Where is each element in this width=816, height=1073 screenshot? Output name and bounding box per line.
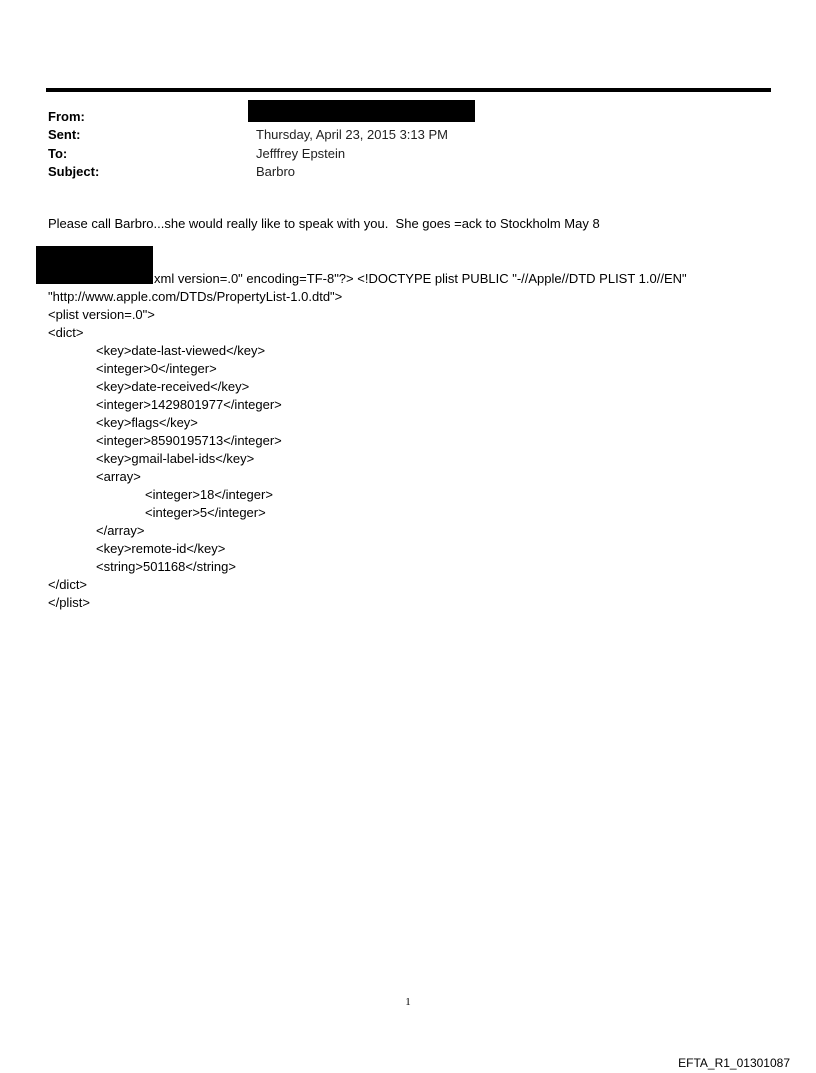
plist-line: <key>date-received</key> bbox=[96, 379, 250, 394]
page-number: 1 bbox=[405, 996, 411, 1008]
plist-line: <string>501168</string> bbox=[96, 559, 236, 574]
header-rule bbox=[46, 88, 771, 92]
to-label: To: bbox=[48, 146, 68, 161]
redaction-from bbox=[248, 100, 475, 122]
plist-line: <key>remote-id</key> bbox=[96, 541, 226, 556]
subject-label: Subject: bbox=[48, 164, 100, 179]
message-body: Please call Barbro...she would really like to speak with you. She goes =ack to Stockholm May 8 bbox=[48, 216, 600, 231]
plist-line: <integer>1429801977</integer> bbox=[96, 397, 282, 412]
subject-value: Barbro bbox=[256, 164, 296, 179]
plist-line: <integer>18</integer> bbox=[145, 487, 273, 502]
sent-label: Sent: bbox=[48, 127, 81, 142]
plist-line: <plist version=.0"> bbox=[48, 307, 155, 322]
plist-line: <dict> bbox=[48, 325, 84, 340]
redaction-body bbox=[36, 246, 153, 284]
plist-line: <integer>8590195713</integer> bbox=[96, 433, 282, 448]
from-label: From: bbox=[48, 109, 85, 124]
plist-line: <key>gmail-label-ids</key> bbox=[96, 451, 255, 466]
plist-line: <integer>5</integer> bbox=[145, 505, 266, 520]
plist-line: </dict> bbox=[48, 577, 88, 592]
plist-line: </plist> bbox=[48, 595, 90, 610]
plist-line: xml version=.0" encoding=TF-8"?> <!DOCTYPE plist PUBLIC "-//Apple//DTD PLIST 1.0//EN" bbox=[154, 271, 687, 286]
plist-line: <key>flags</key> bbox=[96, 415, 198, 430]
plist-line: <integer>0</integer> bbox=[96, 361, 217, 376]
plist-line: "http://www.apple.com/DTDs/PropertyList-1.0.dtd"> bbox=[48, 289, 343, 304]
plist-line: <key>date-last-viewed</key> bbox=[96, 343, 266, 358]
sent-value: Thursday, April 23, 2015 3:13 PM bbox=[256, 127, 448, 142]
to-value: Jefffrey Epstein bbox=[256, 146, 346, 161]
plist-line: <array> bbox=[96, 469, 141, 484]
plist-line: </array> bbox=[96, 523, 145, 538]
bates-number: EFTA_R1_01301087 bbox=[678, 1056, 790, 1070]
